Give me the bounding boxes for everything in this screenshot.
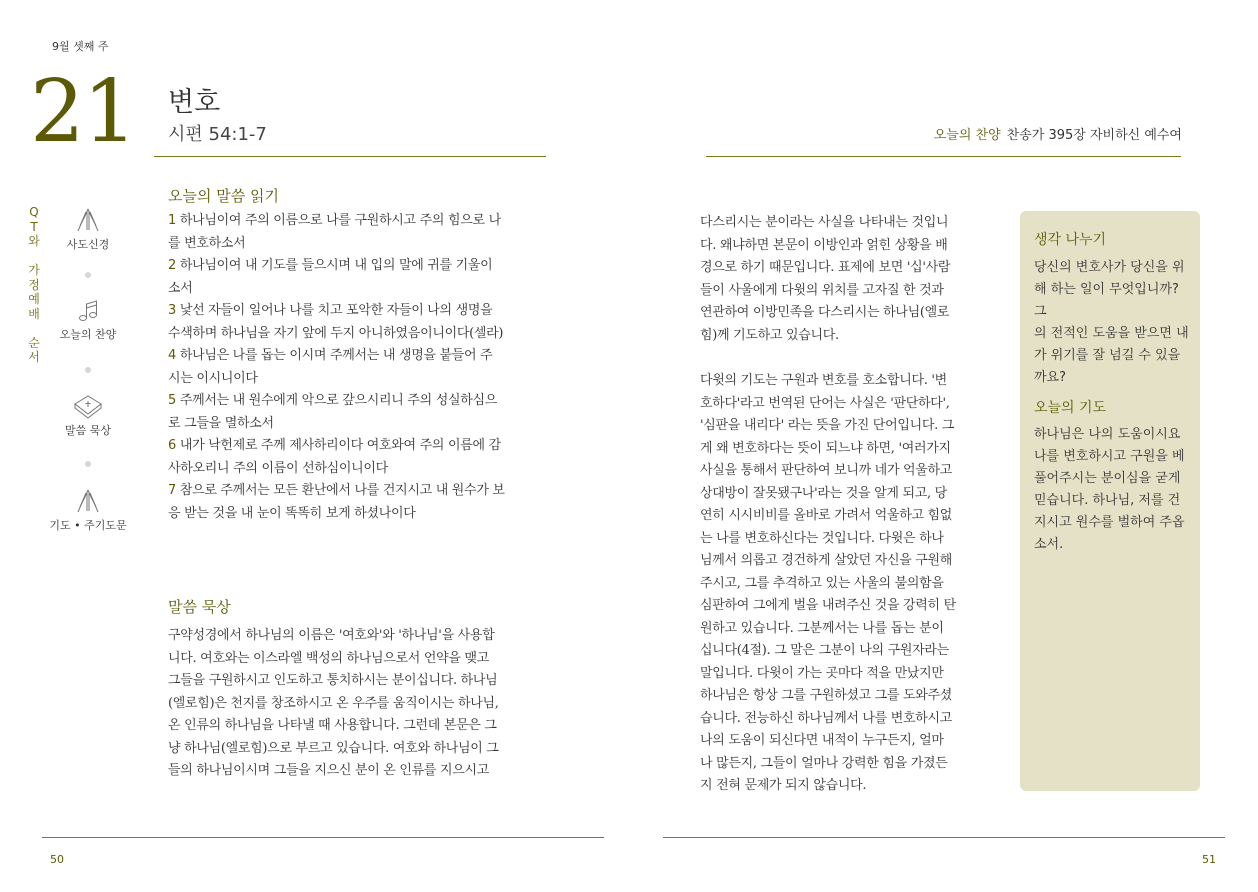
text-line: 말입니다. 다윗이 가는 곳마다 적을 만났지만	[700, 665, 944, 681]
verse-text: 하나님은 나를 돕는 이시며 주께서는 내 생명을 붙들어 주	[175, 348, 493, 363]
text-line: 다. 왜냐하면 본문이 이방인과 얽힌 상황을 배	[700, 237, 948, 253]
vertical-label-char: 가	[28, 263, 40, 277]
text-line: 니다. 여호와는 이스라엘 백성의 하나님으로서 언약을 맺고	[168, 650, 490, 666]
nav-separator-dot	[85, 461, 91, 467]
text-line: 해 하는 일이 무엇입니까? 그	[1034, 282, 1179, 319]
verse-list	[168, 210, 548, 525]
text-line: 가 위기를 잘 넘길 수 있을	[1034, 348, 1181, 363]
verse-item	[168, 255, 548, 278]
meditation-heading: 말씀 묵상	[168, 598, 231, 616]
nav-item-label: 사도신경	[66, 238, 110, 251]
vertical-label-char: 서	[28, 350, 40, 364]
verse-text: 참으로 주께서는 모든 환난에서 나를 건지시고 내 원수가 보	[175, 483, 505, 498]
text-line: 지시고 원수를 벌하여 주옵	[1034, 515, 1185, 530]
text-line: 들이 사울에게 다윗의 위치를 고자질 한 것과	[700, 282, 944, 298]
text-line: 지 전혀 문제가 되지 않습니다.	[700, 778, 867, 793]
verse-text: 하나님이여 주의 이름으로 나를 구원하시고 주의 힘으로 나	[175, 213, 501, 228]
text-line: 온 인류의 하나님을 나타낼 때 사용합니다. 그런데 본문은 그	[168, 718, 497, 733]
verse-number: 5	[168, 393, 176, 408]
nav-item-todays-hymn[interactable]	[48, 298, 128, 342]
commentary-paragraph-2	[700, 370, 992, 798]
text-line: 그들을 구원하시고 인도하고 통치하시는 분이십니다. 하나님	[168, 673, 498, 688]
verse-text: 하나님이여 내 기도를 들으시며 내 입의 말에 귀를 기울이	[175, 258, 493, 273]
text-line: 다윗의 기도는 구원과 변호를 호소합니다. '변	[700, 373, 947, 388]
text-line: 의 전적인 도움을 받으면 내	[1034, 326, 1189, 341]
text-line: 습니다. 전능하신 하나님께서 나를 변호하시고	[700, 710, 953, 726]
nav-item-label: 기도 • 주기도문	[49, 519, 127, 532]
text-line: '심판을 내리다' 라는 뜻을 가진 단어입니다. 그	[700, 418, 955, 433]
text-line: 나를 변호하시고 구원을 베	[1034, 449, 1185, 464]
verse-number: 6	[168, 438, 176, 453]
verse-item	[168, 390, 548, 413]
nav-item-label: 오늘의 찬양	[59, 328, 117, 341]
verse-item	[168, 345, 548, 368]
text-line: 들의 하나님이시며 그들을 지으신 분이 온 인류를 지으시고	[168, 763, 490, 778]
text-line: 상대방이 잘못됐구나'라는 것을 알게 되고, 당	[700, 485, 947, 501]
nav-item-label: 말씀 묵상	[64, 424, 111, 437]
nav-separator-dot	[85, 272, 91, 278]
vertical-label-char: T	[30, 219, 38, 234]
vertical-label-char: Q	[29, 205, 39, 219]
share-heading: 생각 나누기	[1034, 232, 1107, 248]
text-line: 연히 시시비비를 올바로 가려서 억울하고 힘없	[700, 508, 953, 523]
vertical-label-char: 정	[28, 277, 40, 292]
verse-item	[168, 210, 548, 233]
vertical-label-char: 배	[28, 306, 40, 321]
vertical-label-char: 와	[28, 234, 40, 248]
verse-item	[168, 435, 548, 458]
vertical-label-char	[27, 249, 41, 264]
verse-text: 소서	[168, 280, 193, 296]
verse-text: 를 변호하소서	[168, 235, 246, 251]
footer-divider	[42, 837, 604, 838]
text-line: 호하다'라고 번역된 단어는 사실은 '판단하다',	[700, 395, 950, 411]
verse-text: 응 받는 것을 내 눈이 똑똑히 보게 하셨나이다	[168, 505, 416, 521]
nav-item-meditation[interactable]	[48, 392, 128, 438]
verse-item	[168, 300, 548, 323]
text-line: 원하고 있습니다. 그분께서는 나를 돕는 분이	[700, 620, 944, 636]
sidebar-box	[1020, 211, 1200, 791]
text-line: 게 왜 변호하다는 뜻이 되느냐 하면, '여러가지	[700, 440, 951, 456]
text-line: 소서.	[1034, 537, 1064, 552]
meditation-text	[168, 625, 548, 783]
text-line: 연관하여 이방민족을 다스리시는 하나님(엘로	[700, 305, 950, 320]
verse-text: 사하오리니 주의 이름이 선하심이니이다	[168, 460, 388, 476]
hymn-label: 오늘의 찬양	[933, 128, 1001, 143]
text-line: 십니다(4절). 그 말은 그분이 나의 구원자라는	[700, 643, 949, 658]
verse-text: 로 그들을 멸하소서	[168, 415, 274, 431]
verse-number: 4	[168, 348, 176, 363]
reading-heading: 오늘의 말씀 읽기	[168, 187, 279, 205]
week-label: 9월 셋째 주	[52, 40, 109, 53]
verse-text: 시는 이시니이다	[168, 370, 258, 386]
share-text	[1034, 257, 1194, 389]
text-line: 경으로 하기 때문입니다. 표제에 보면 '십'사람	[700, 260, 951, 275]
text-line: 하나님은 항상 그를 구원하셨고 그를 도와주셨	[700, 688, 953, 703]
nav-separator-dot	[85, 367, 91, 373]
text-line: 나 많든지, 그들이 얼마나 강력한 힘을 가졌든	[700, 755, 948, 771]
text-line: 는 나를 변호하신다는 것입니다. 다윗은 하나	[700, 530, 944, 546]
header-divider	[154, 156, 546, 157]
text-line: 힘)께 기도하고 있습니다.	[700, 327, 839, 343]
commentary-paragraph-1	[700, 212, 992, 347]
verse-number: 2	[168, 258, 176, 273]
page-title: 변호	[168, 87, 221, 118]
header-divider	[706, 156, 1181, 157]
scripture-reference: 시편 54:1-7	[168, 124, 267, 145]
verse-number: 3	[168, 303, 176, 318]
praying-hands-icon	[73, 206, 103, 234]
text-line: 까요?	[1034, 370, 1067, 385]
verse-item	[168, 480, 548, 503]
prayer-heading: 오늘의 기도	[1034, 400, 1107, 416]
footer-divider	[663, 837, 1225, 838]
text-line: 님께서 의롭고 경건하게 살았던 자신을 구원해	[700, 553, 953, 568]
praying-hands-icon	[73, 487, 103, 515]
text-line: 사실을 통해서 판단하여 보니까 네가 억울하고	[700, 463, 953, 478]
vertical-label-char: 예	[28, 292, 40, 306]
music-note-icon	[73, 298, 103, 324]
text-line: 심판하여 그에게 벌을 내려주신 것을 강력히 탄	[700, 598, 956, 613]
vertical-label-char: 순	[28, 335, 40, 350]
text-line: 주시고, 그를 추격하고 있는 사울의 불의함을	[700, 575, 944, 591]
verse-number: 1	[168, 213, 176, 228]
page-number: 50	[50, 853, 64, 866]
verse-text: 내가 낙헌제로 주께 제사하리이다 여호와여 주의 이름에 감	[175, 438, 501, 453]
vertical-section-label	[27, 205, 41, 365]
text-line: 풀어주시는 분이심을 굳게	[1034, 471, 1181, 486]
text-line: 구약성경에서 하나님의 이름은 '여호와'와 '하나님'을 사용합	[168, 628, 495, 643]
todays-hymn	[934, 124, 1182, 143]
text-line: 냥 하나님(엘로힘)으로 부르고 있습니다. 여호와 하나님이 그	[168, 740, 499, 756]
text-line: 다스리시는 분이라는 사실을 나타내는 것입니	[700, 215, 949, 230]
prayer-text	[1034, 424, 1194, 556]
text-line: (엘로힘)은 천지를 창조하시고 온 우주를 움직이시는 하나님,	[168, 695, 499, 711]
verse-text: 수색하며 하나님을 자기 앞에 두지 아니하였음이니이다(셀라)	[168, 325, 504, 341]
text-line: 믿습니다. 하나님, 저를 건	[1034, 493, 1181, 508]
text-line: 당신의 변호사가 당신을 위	[1034, 260, 1185, 275]
verse-number: 7	[168, 483, 176, 498]
nav-item-apostles-creed[interactable]	[48, 206, 128, 252]
verse-text: 주께서는 내 원수에게 악으로 갚으시리니 주의 성실하심으	[175, 393, 498, 408]
text-line: 나의 도움이 되신다면 내적이 누구든지, 얼마	[700, 733, 944, 748]
day-number: 21	[30, 62, 136, 162]
page-number: 51	[1202, 853, 1216, 866]
nav-item-prayer[interactable]	[48, 487, 128, 533]
vertical-label-char	[27, 321, 41, 336]
text-line: 하나님은 나의 도움이시요	[1034, 427, 1181, 442]
bible-book-icon	[72, 392, 104, 420]
verse-text: 낯선 자들이 일어나 나를 치고 포악한 자들이 나의 생명을	[175, 303, 493, 318]
hymn-text: 찬송가 395장 자비하신 예수여	[1006, 128, 1182, 143]
